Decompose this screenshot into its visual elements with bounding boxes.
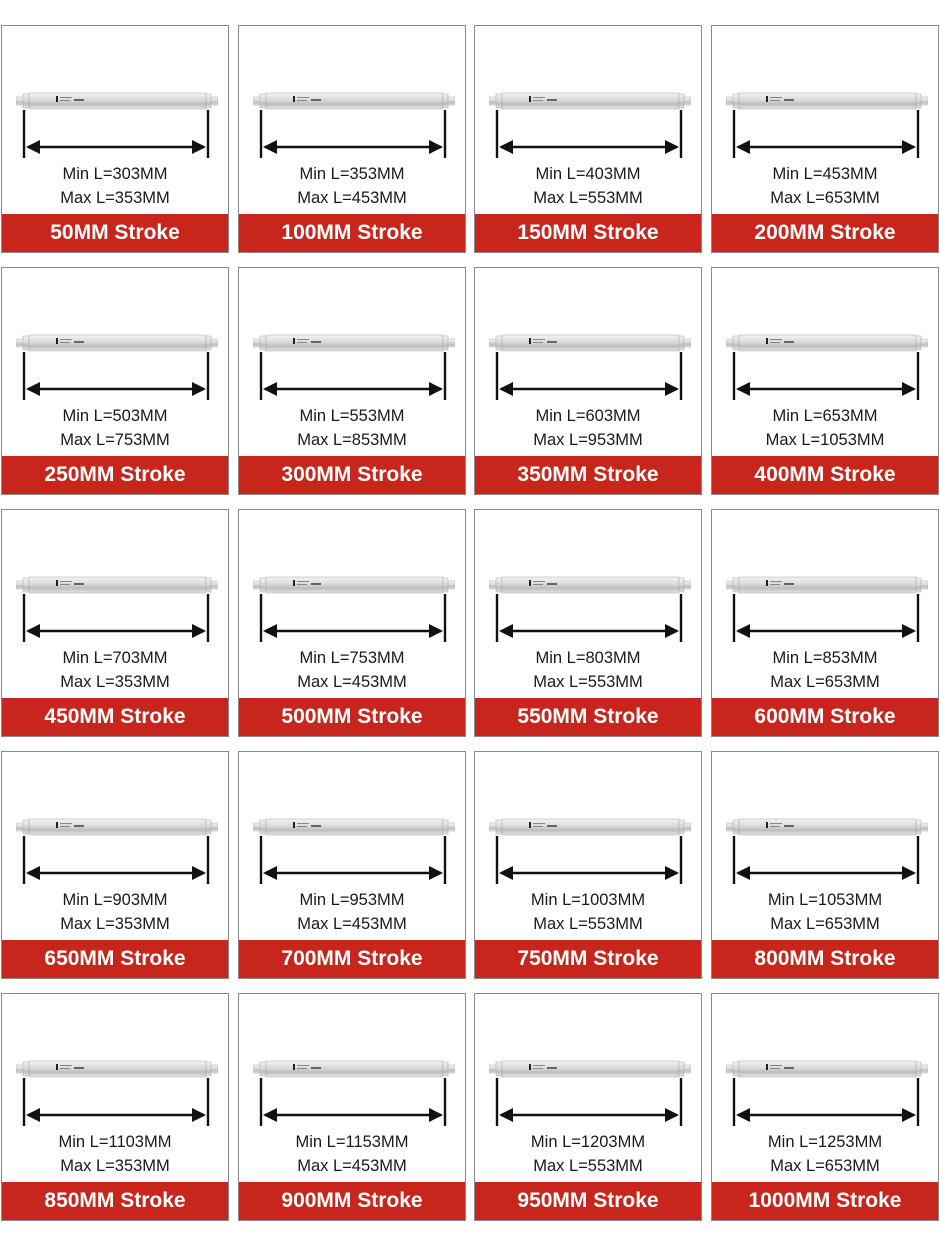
- actuator-rod-image: [489, 1058, 691, 1080]
- length-dimension-arrow: [22, 110, 210, 158]
- actuator-rod-image: [253, 574, 455, 596]
- length-dimension-arrow: [22, 352, 210, 400]
- max-length-text: Max L=653MM: [770, 673, 880, 691]
- length-dimension-arrow: [495, 352, 683, 400]
- actuator-card: [1, 751, 229, 979]
- actuator-card: [474, 25, 702, 253]
- length-dimension-arrow: [495, 594, 683, 642]
- actuator-card: [238, 25, 466, 253]
- max-length-text: Max L=453MM: [297, 1157, 407, 1175]
- min-length-text: Min L=953MM: [299, 891, 405, 909]
- min-length-text: Min L=753MM: [299, 649, 405, 667]
- stroke-label-bar: 350MM Stroke: [475, 456, 701, 494]
- actuator-rod-image: [16, 90, 218, 112]
- length-dimension-arrow: [259, 1078, 447, 1126]
- min-length-text: Min L=1103MM: [58, 1133, 172, 1151]
- stroke-label-bar: 400MM Stroke: [712, 456, 938, 494]
- actuator-card: [711, 267, 939, 495]
- actuator-card: [711, 751, 939, 979]
- length-dimension-arrow: [259, 352, 447, 400]
- actuator-card: [238, 751, 466, 979]
- actuator-rod-image: [726, 816, 928, 838]
- stroke-label-bar: 750MM Stroke: [475, 940, 701, 978]
- length-dimension-arrow: [259, 110, 447, 158]
- stroke-label-bar: 650MM Stroke: [2, 940, 228, 978]
- actuator-card: [711, 25, 939, 253]
- actuator-rod-image: [253, 332, 455, 354]
- min-length-text: Min L=1253MM: [767, 1133, 883, 1151]
- length-dimension-arrow: [732, 1078, 920, 1126]
- actuator-rod-image: [489, 574, 691, 596]
- length-dimension-arrow: [495, 110, 683, 158]
- actuator-card: [1, 509, 229, 737]
- actuator-card: [474, 267, 702, 495]
- stroke-label-bar: 300MM Stroke: [239, 456, 465, 494]
- actuator-rod-image: [253, 1058, 455, 1080]
- actuator-rod-image: [16, 574, 218, 596]
- min-length-text: Min L=853MM: [772, 649, 878, 667]
- actuator-card: [1, 25, 229, 253]
- actuator-rod-image: [253, 90, 455, 112]
- actuator-card: [711, 993, 939, 1221]
- actuator-card: [711, 509, 939, 737]
- length-dimension-arrow: [22, 594, 210, 642]
- stroke-label-bar: 800MM Stroke: [712, 940, 938, 978]
- max-length-text: Max L=753MM: [60, 431, 170, 449]
- stroke-label-bar: 250MM Stroke: [2, 456, 228, 494]
- min-length-text: Min L=603MM: [535, 407, 641, 425]
- actuator-card: [238, 509, 466, 737]
- actuator-card: [474, 993, 702, 1221]
- max-length-text: Max L=453MM: [297, 915, 407, 933]
- min-length-text: Min L=1203MM: [530, 1133, 646, 1151]
- actuator-card: [474, 751, 702, 979]
- stroke-label-bar: 600MM Stroke: [712, 698, 938, 736]
- max-length-text: Max L=953MM: [533, 431, 643, 449]
- max-length-text: Max L=553MM: [533, 673, 643, 691]
- stroke-label-bar: 900MM Stroke: [239, 1182, 465, 1220]
- min-length-text: Min L=653MM: [772, 407, 878, 425]
- actuator-rod-image: [253, 816, 455, 838]
- stroke-label-bar: 700MM Stroke: [239, 940, 465, 978]
- max-length-text: Max L=553MM: [533, 915, 643, 933]
- max-length-text: Max L=353MM: [60, 673, 170, 691]
- length-dimension-arrow: [732, 594, 920, 642]
- min-length-text: Min L=703MM: [62, 649, 168, 667]
- max-length-text: Max L=453MM: [297, 673, 407, 691]
- stroke-label-bar: 150MM Stroke: [475, 214, 701, 252]
- max-length-text: Max L=353MM: [60, 1157, 170, 1175]
- actuator-card: [1, 267, 229, 495]
- actuator-rod-image: [726, 332, 928, 354]
- stroke-label-bar: 100MM Stroke: [239, 214, 465, 252]
- actuator-card: [238, 267, 466, 495]
- actuator-rod-image: [489, 332, 691, 354]
- actuator-rod-image: [726, 574, 928, 596]
- max-length-text: Max L=353MM: [60, 189, 170, 207]
- max-length-text: Max L=553MM: [533, 1157, 643, 1175]
- actuator-rod-image: [16, 332, 218, 354]
- length-dimension-arrow: [495, 836, 683, 884]
- max-length-text: Max L=353MM: [60, 915, 170, 933]
- stroke-size-grid: [0, 25, 940, 1225]
- min-length-text: Min L=553MM: [299, 407, 405, 425]
- max-length-text: Max L=653MM: [770, 915, 880, 933]
- stroke-label-bar: 500MM Stroke: [239, 698, 465, 736]
- length-dimension-arrow: [259, 594, 447, 642]
- actuator-rod-image: [489, 816, 691, 838]
- max-length-text: Max L=1053MM: [765, 431, 885, 449]
- min-length-text: Min L=1003MM: [530, 891, 646, 909]
- length-dimension-arrow: [259, 836, 447, 884]
- actuator-rod-image: [726, 90, 928, 112]
- max-length-text: Max L=653MM: [770, 189, 880, 207]
- min-length-text: Min L=303MM: [62, 165, 168, 183]
- length-dimension-arrow: [22, 1078, 210, 1126]
- actuator-rod-image: [489, 90, 691, 112]
- length-dimension-arrow: [22, 836, 210, 884]
- actuator-card: [1, 993, 229, 1221]
- stroke-label-bar: 1000MM Stroke: [712, 1182, 938, 1220]
- length-dimension-arrow: [495, 1078, 683, 1126]
- stroke-label-bar: 450MM Stroke: [2, 698, 228, 736]
- length-dimension-arrow: [732, 836, 920, 884]
- actuator-rod-image: [16, 1058, 218, 1080]
- length-dimension-arrow: [732, 352, 920, 400]
- actuator-rod-image: [726, 1058, 928, 1080]
- max-length-text: Max L=653MM: [770, 1157, 880, 1175]
- actuator-card: [238, 993, 466, 1221]
- stroke-label-bar: 50MM Stroke: [2, 214, 228, 252]
- min-length-text: Min L=803MM: [535, 649, 641, 667]
- min-length-text: Min L=1053MM: [767, 891, 883, 909]
- max-length-text: Max L=453MM: [297, 189, 407, 207]
- min-length-text: Min L=453MM: [772, 165, 878, 183]
- max-length-text: Max L=553MM: [533, 189, 643, 207]
- min-length-text: Min L=353MM: [299, 165, 405, 183]
- max-length-text: Max L=853MM: [297, 431, 407, 449]
- min-length-text: Min L=903MM: [62, 891, 168, 909]
- stroke-label-bar: 550MM Stroke: [475, 698, 701, 736]
- stroke-label-bar: 850MM Stroke: [2, 1182, 228, 1220]
- actuator-rod-image: [16, 816, 218, 838]
- stroke-label-bar: 950MM Stroke: [475, 1182, 701, 1220]
- actuator-card: [474, 509, 702, 737]
- min-length-text: Min L=503MM: [62, 407, 168, 425]
- min-length-text: Min L=1153MM: [295, 1133, 409, 1151]
- stroke-label-bar: 200MM Stroke: [712, 214, 938, 252]
- length-dimension-arrow: [732, 110, 920, 158]
- min-length-text: Min L=403MM: [535, 165, 641, 183]
